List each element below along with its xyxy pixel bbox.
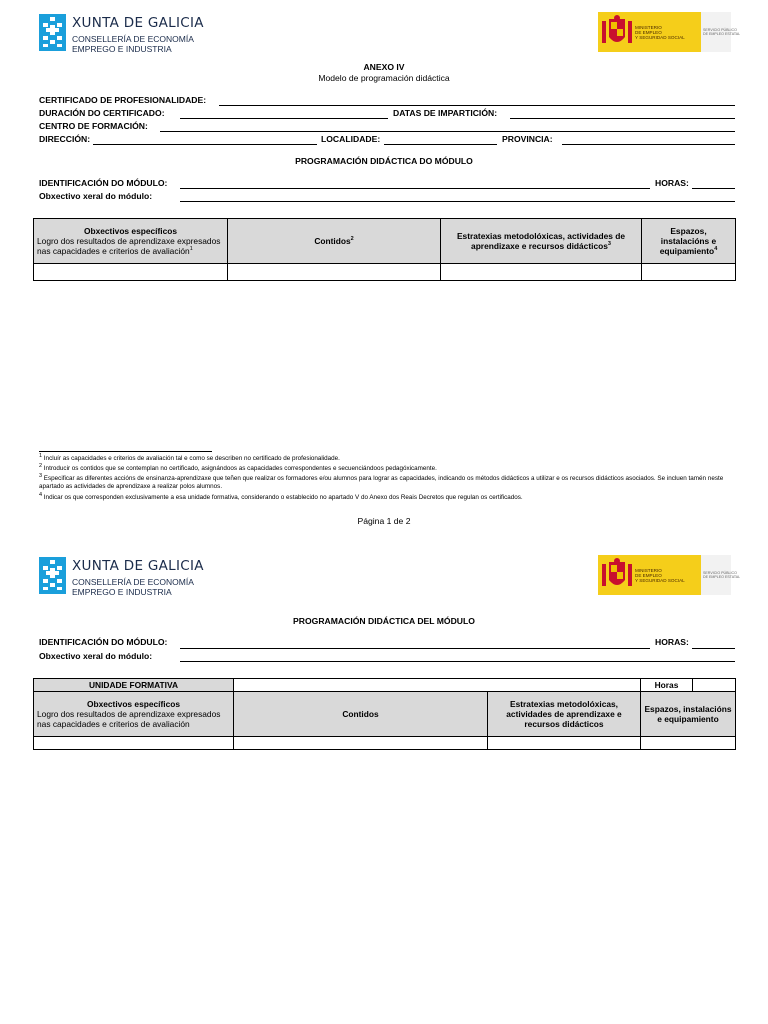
- provincia-label: PROVINCIA:: [502, 134, 553, 144]
- horas-field-2[interactable]: [692, 648, 735, 649]
- uf-horas-value[interactable]: [693, 679, 736, 692]
- direccion-label: DIRECCIÓN:: [39, 134, 91, 144]
- duracion-label: DURACIÓN DO CERTIFICADO:: [39, 108, 165, 118]
- table-header-row-2: [34, 692, 736, 737]
- localidade-label: LOCALIDADE:: [321, 134, 381, 144]
- service-text-2: SERVICIO PÚBLICO DE EMPLEO ESTATAL: [703, 571, 741, 580]
- col-espazos-header: Espazos, instalacións e equipamiento$^4$: [642, 219, 736, 264]
- table-header-row: [34, 219, 736, 264]
- ident-label: IDENTIFICACIÓN DO MÓDULO:: [39, 178, 168, 188]
- org-title: XUNTA DE GALICIA: [72, 15, 204, 31]
- certificado-field[interactable]: [219, 105, 735, 106]
- org-subtitle-1: CONSELLERÍA DE ECONOMÍA: [72, 34, 194, 44]
- col-contidos-header-2: Contidos: [234, 692, 488, 737]
- table-row: [34, 737, 736, 750]
- datas-field[interactable]: [510, 118, 735, 119]
- cell-estratexias[interactable]: [441, 264, 642, 281]
- horas-field[interactable]: [692, 188, 735, 189]
- uf-horas-label: Horas: [641, 679, 693, 692]
- service-logo-2: [701, 555, 741, 595]
- service-logo: [701, 12, 741, 52]
- col-estratexias-header-2: Estratexias metodolóxicas, actividades de aprendizaxe e recursos didácticos: [488, 692, 641, 737]
- col-objectivos-header-2: Obxectivos específicos Logro dos resultados de aprendizaxe expresados nas capacidades e criterios de avaliación: [34, 692, 234, 737]
- cell-objectivos[interactable]: [34, 264, 228, 281]
- direccion-field[interactable]: [93, 144, 317, 145]
- duracion-field[interactable]: [180, 118, 388, 119]
- footnote-2: $^2$ Introducir os contidos que se contemplan no certificado, asignándoos as capacidades correspondentes e secuenciándoos pedagóxicamente.: [39, 462, 437, 472]
- certificado-label: CERTIFICADO DE PROFESIONALIDADE:: [39, 95, 207, 105]
- col-estratexias-header: Estratexias metodolóxicas, actividades de aprendizaxe e recursos didácticos$^3$: [441, 219, 642, 264]
- spain-coat-of-arms-icon: [601, 15, 633, 49]
- col-contidos-header: Contidos$^2$: [228, 219, 441, 264]
- objectivo-field-2[interactable]: [180, 661, 735, 662]
- cell-espazos-2[interactable]: [641, 737, 736, 750]
- xunta-emblem-icon: [39, 14, 66, 51]
- annex-title: ANEXO IV: [363, 62, 405, 72]
- uf-value[interactable]: [234, 679, 641, 692]
- ident-field[interactable]: [180, 188, 650, 189]
- col-espazos-header-2: Espazos, instalacións e equipamiento: [641, 692, 736, 737]
- footnote-rule: [39, 451, 212, 452]
- spain-coat-of-arms-icon-2: [601, 558, 633, 592]
- ident-field-2[interactable]: [180, 648, 650, 649]
- ministry-text-2: MINISTERIO DE EMPLEO Y SEGURIDAD SOCIAL: [635, 568, 685, 584]
- service-text: SERVICIO PÚBLICO DE EMPLEO ESTATAL: [703, 28, 741, 37]
- section-title-2: PROGRAMACIÓN DIDÁCTICA DEL MÓDULO: [293, 616, 475, 626]
- objectivo-label-2: Obxectivo xeral do módulo:: [39, 651, 153, 661]
- programacion-table: [33, 218, 736, 281]
- datas-label: DATAS DE IMPARTICIÓN:: [393, 108, 498, 118]
- section-title: PROGRAMACIÓN DIDÁCTICA DO MÓDULO: [295, 156, 473, 166]
- objectivo-field[interactable]: [180, 201, 735, 202]
- cell-espazos[interactable]: [642, 264, 736, 281]
- annex-subtitle: Modelo de programación didáctica: [318, 73, 450, 83]
- col-objectivos-header: Obxectivos específicos Logro dos resultados de aprendizaxe expresados nas capacidades e criterios de avaliación$^1$: [34, 219, 228, 264]
- page-number: Página 1 de 2: [357, 516, 411, 526]
- cell-contidos[interactable]: [228, 264, 441, 281]
- cell-objectivos-2[interactable]: [34, 737, 234, 750]
- uf-label: UNIDADE FORMATIVA: [34, 679, 234, 692]
- ident-label-2: IDENTIFICACIÓN DO MÓDULO:: [39, 637, 168, 647]
- provincia-field[interactable]: [562, 144, 735, 145]
- org-subtitle-2-2: EMPREGO E INDUSTRIA: [72, 587, 172, 597]
- cell-contidos-2[interactable]: [234, 737, 488, 750]
- centro-label: CENTRO DE FORMACIÓN:: [39, 121, 148, 131]
- cell-estratexias-2[interactable]: [488, 737, 641, 750]
- table-row: [34, 264, 736, 281]
- xunta-emblem-icon-2: [39, 557, 66, 594]
- org-title-2: XUNTA DE GALICIA: [72, 558, 204, 574]
- horas-label-2: HORAS:: [655, 637, 689, 647]
- org-subtitle-2: EMPREGO E INDUSTRIA: [72, 44, 172, 54]
- horas-label: HORAS:: [655, 178, 689, 188]
- centro-field[interactable]: [160, 131, 735, 132]
- unidade-formativa-table: [33, 678, 736, 750]
- footnote-3: $^3$ Especificar as diferentes accións de ensinanza-aprendizaxe que teñen que realizar os formadores e/ou alumnos para lograr as capacidades, indicando os métodos didácticos a utilizar e os recursos didácticos asociados. Se incluen tamén neste apartado as actividades de aprendizaxe a realizar polos alumnos.: [39, 472, 724, 490]
- localidade-field[interactable]: [384, 144, 497, 145]
- footnote-4: $^4$ Indicar os que corresponden exclusivamente a esa unidade formativa, considerando o establecido no apartado V do Anexo dos Reais Decretos que regulan os certificados.: [39, 491, 523, 501]
- org-subtitle-1-2: CONSELLERÍA DE ECONOMÍA: [72, 577, 194, 587]
- footnote-1: $^1$ Incluír as capacidades e criterios de avaliación tal e como se describen no certificado de profesionalidade.: [39, 452, 340, 462]
- uf-row: [34, 679, 736, 692]
- ministry-text: MINISTERIO DE EMPLEO Y SEGURIDAD SOCIAL: [635, 25, 685, 41]
- objectivo-label: Obxectivo xeral do módulo:: [39, 191, 153, 201]
